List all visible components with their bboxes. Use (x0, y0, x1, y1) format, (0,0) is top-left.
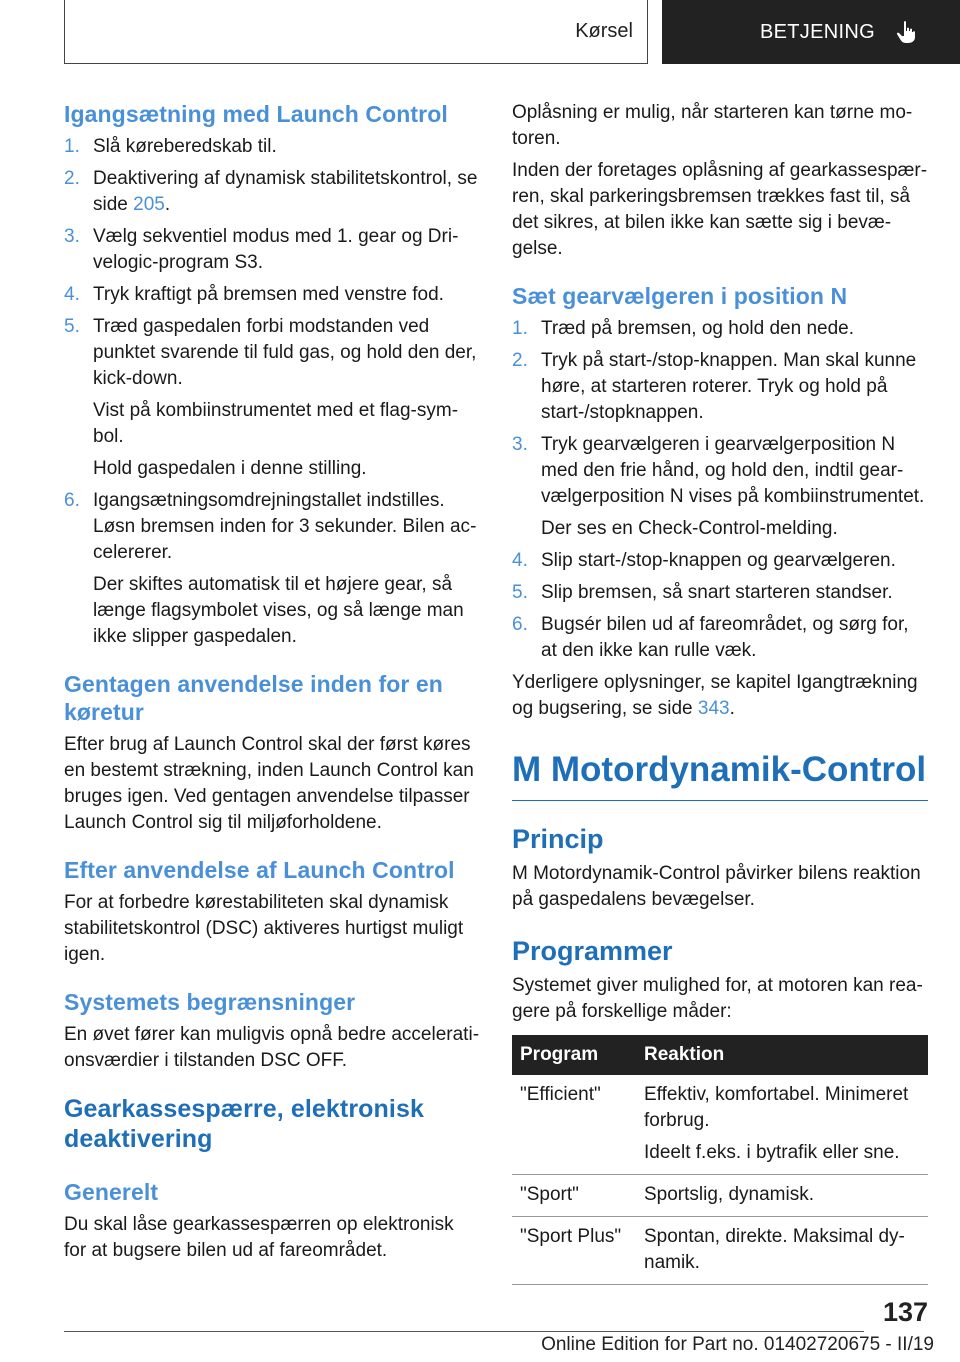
reaction-text: Effektiv, komfortabel. Minimeret forbrug. (644, 1084, 909, 1131)
step-text: Slip bremsen, så snart starteren standser. (541, 582, 893, 603)
list-item (512, 348, 928, 426)
step-number: 3. (512, 434, 528, 455)
principle-heading: Princip (512, 824, 604, 854)
footer-divider (64, 1331, 864, 1332)
header-section-label: Kørsel (575, 20, 633, 42)
left-column (64, 100, 480, 1270)
pointing-hand-icon (895, 20, 917, 44)
table-header-program: Program (512, 1035, 636, 1075)
launch-steps-list (64, 134, 480, 650)
list-item (64, 488, 480, 650)
header-active-tab (662, 0, 960, 64)
list-item (512, 432, 928, 542)
gearlock-heading: Gearkassespærre, elektronisk deaktivering (64, 1095, 424, 1153)
step-number: 5. (512, 582, 528, 603)
step-text: Tryk på start-/stop-knappen. Man skal kunne høre, at starteren roterer. Tryk og hold på start-/stopknappen. (541, 350, 917, 423)
list-item: 2. Deaktivering af dynamisk stabilitetskontrol, se side 205. (64, 168, 478, 215)
table-row (512, 1075, 928, 1175)
reaction-cell (636, 1217, 928, 1285)
repeat-use-heading: Gentagen anvendelse inden for en køretur (64, 671, 443, 725)
step-text: Tryk kraftigt på bremsen med venstre fod. (93, 284, 444, 305)
list-item (512, 580, 928, 606)
list-item (64, 314, 480, 482)
step-number: 1. (64, 136, 80, 157)
reaction-cell (636, 1175, 928, 1217)
after-use-heading: Efter anvendelse af Launch Control (64, 857, 455, 883)
list-item (512, 548, 928, 574)
step-number: 5. (64, 316, 80, 337)
program-cell: "Sport" (512, 1175, 636, 1217)
reaction-text: Spontan, direkte. Maksimal dynamik. (644, 1226, 905, 1273)
principle-text: M Motordynamik-Control påvirker bilens reaktion på gaspedalens bevægelser. (512, 863, 921, 910)
step-number: 2. (512, 350, 528, 371)
reaction-text: Ideelt f.eks. i bytrafik eller sne. (644, 1142, 900, 1163)
unlock-text-1: Oplåsning er mulig, når starteren kan tørne motoren. (512, 102, 913, 149)
programs-text: Systemet giver mulighed for, at motoren kan reagere på forskellige måder: (512, 975, 923, 1022)
reaction-cell (636, 1075, 928, 1175)
step-number: 4. (64, 284, 80, 305)
list-item (512, 612, 928, 664)
programs-heading: Programmer (512, 936, 673, 966)
step-text: Igangsætningsomdrejningstallet indstilles. Løsn bremsen inden for 3 sekunder. Bilen accelererer. (93, 490, 477, 563)
step-text: Træd gaspedalen forbi modstanden ved punktet svarende til fuld gas, og hold den der, kick-down. (93, 316, 477, 389)
step-note: Der skiftes automatisk til et højere gear, så længe flagsymbolet vises, og så længe man ikke slipper gaspedalen. (93, 574, 464, 647)
more-info-text: Yderligere oplysninger, se kapitel Igangtrækning og bugsering, se side 343. (512, 672, 918, 719)
neutral-steps-list (512, 316, 928, 664)
chapter-title: M Motordynamik-Control (512, 748, 928, 801)
reaction-text: Sportslig, dynamisk. (644, 1184, 815, 1205)
step-number: 2. (64, 168, 80, 189)
table-row (512, 1175, 928, 1217)
program-cell: "Efficient" (512, 1075, 636, 1175)
step-note: Vist på kombiinstrumentet med et flag-symbol. (93, 400, 459, 447)
gearlock-text: Du skal låse gearkassespærren op elektronisk for at bugsere bilen ud af fareområdet. (64, 1214, 454, 1261)
step-number: 3. (64, 226, 80, 247)
header-tab-label: BETJENING (760, 20, 875, 43)
list-item (64, 282, 480, 308)
header-section-tab (64, 0, 648, 64)
launch-control-heading: Igangsætning med Launch Control (64, 101, 448, 127)
system-limits-heading: Systemets begrænsninger (64, 989, 356, 1015)
step-text: Træd på bremsen, og hold den nede. (541, 318, 854, 339)
list-item (64, 134, 480, 160)
page-number: 137 (882, 1297, 928, 1327)
page-link-343[interactable]: 343 (697, 698, 730, 719)
neutral-heading: Sæt gearvælgeren i position N (512, 283, 848, 309)
after-use-text: For at forbedre kørestabiliteten skal dynamisk stabilitetskontrol (DSC) aktiveres hurtigst muligt igen. (64, 892, 464, 965)
general-heading: Generelt (64, 1179, 159, 1205)
step-text: Slip start-/stop-knappen og gearvælgeren. (541, 550, 896, 571)
table-header-reaction: Reaktion (636, 1035, 928, 1075)
program-cell: "Sport Plus" (512, 1217, 636, 1285)
step-text: Deaktivering af dynamisk stabilitetskontrol, se side (93, 168, 478, 215)
table-row (512, 1217, 928, 1285)
repeat-use-text: Efter brug af Launch Control skal der først køres en bestemt strækning, inden Launch Control kan bruges igen. Ved gentagen anvendelse tilpasser Launch Control sig til miljøforholdene. (64, 734, 474, 833)
step-number: 6. (64, 490, 80, 511)
step-text: Vælg sekventiel modus med 1. gear og Drivelogic-program S3. (93, 226, 459, 273)
footer-edition: Online Edition for Part no. 01402720675 - II/19 (541, 1334, 934, 1355)
page-link-205[interactable]: 205 (133, 194, 165, 215)
step-note: Hold gaspedalen i denne stilling. (93, 458, 367, 479)
list-item (512, 316, 928, 342)
step-number: 4. (512, 550, 528, 571)
step-number: 6. (512, 614, 528, 635)
right-column (512, 100, 928, 1285)
programs-table (512, 1035, 928, 1285)
step-text: Tryk gearvælgeren i gearvælgerposition N med den frie hånd, og hold den, indtil gearvælgerposition N vises på kombiinstrumentet. (541, 434, 925, 507)
step-text: Bugsér bilen ud af fareområdet, og sørg for, at den ikke kan rulle væk. (541, 614, 909, 661)
list-item (64, 224, 480, 276)
unlock-text-2: Inden der foretages oplåsning af gearkassespærren, skal parkeringsbremsen trækkes fast til, så det sikres, at bilen ikke kan sætte sig i bevægelse. (512, 160, 928, 259)
step-number: 1. (512, 318, 528, 339)
system-limits-text: En øvet fører kan muligvis opnå bedre accelerationsværdier i tilstanden DSC OFF. (64, 1024, 480, 1071)
step-text: Slå kørеberedskab til. (93, 136, 277, 157)
step-note: Der ses en Check-Control-melding. (541, 518, 838, 539)
